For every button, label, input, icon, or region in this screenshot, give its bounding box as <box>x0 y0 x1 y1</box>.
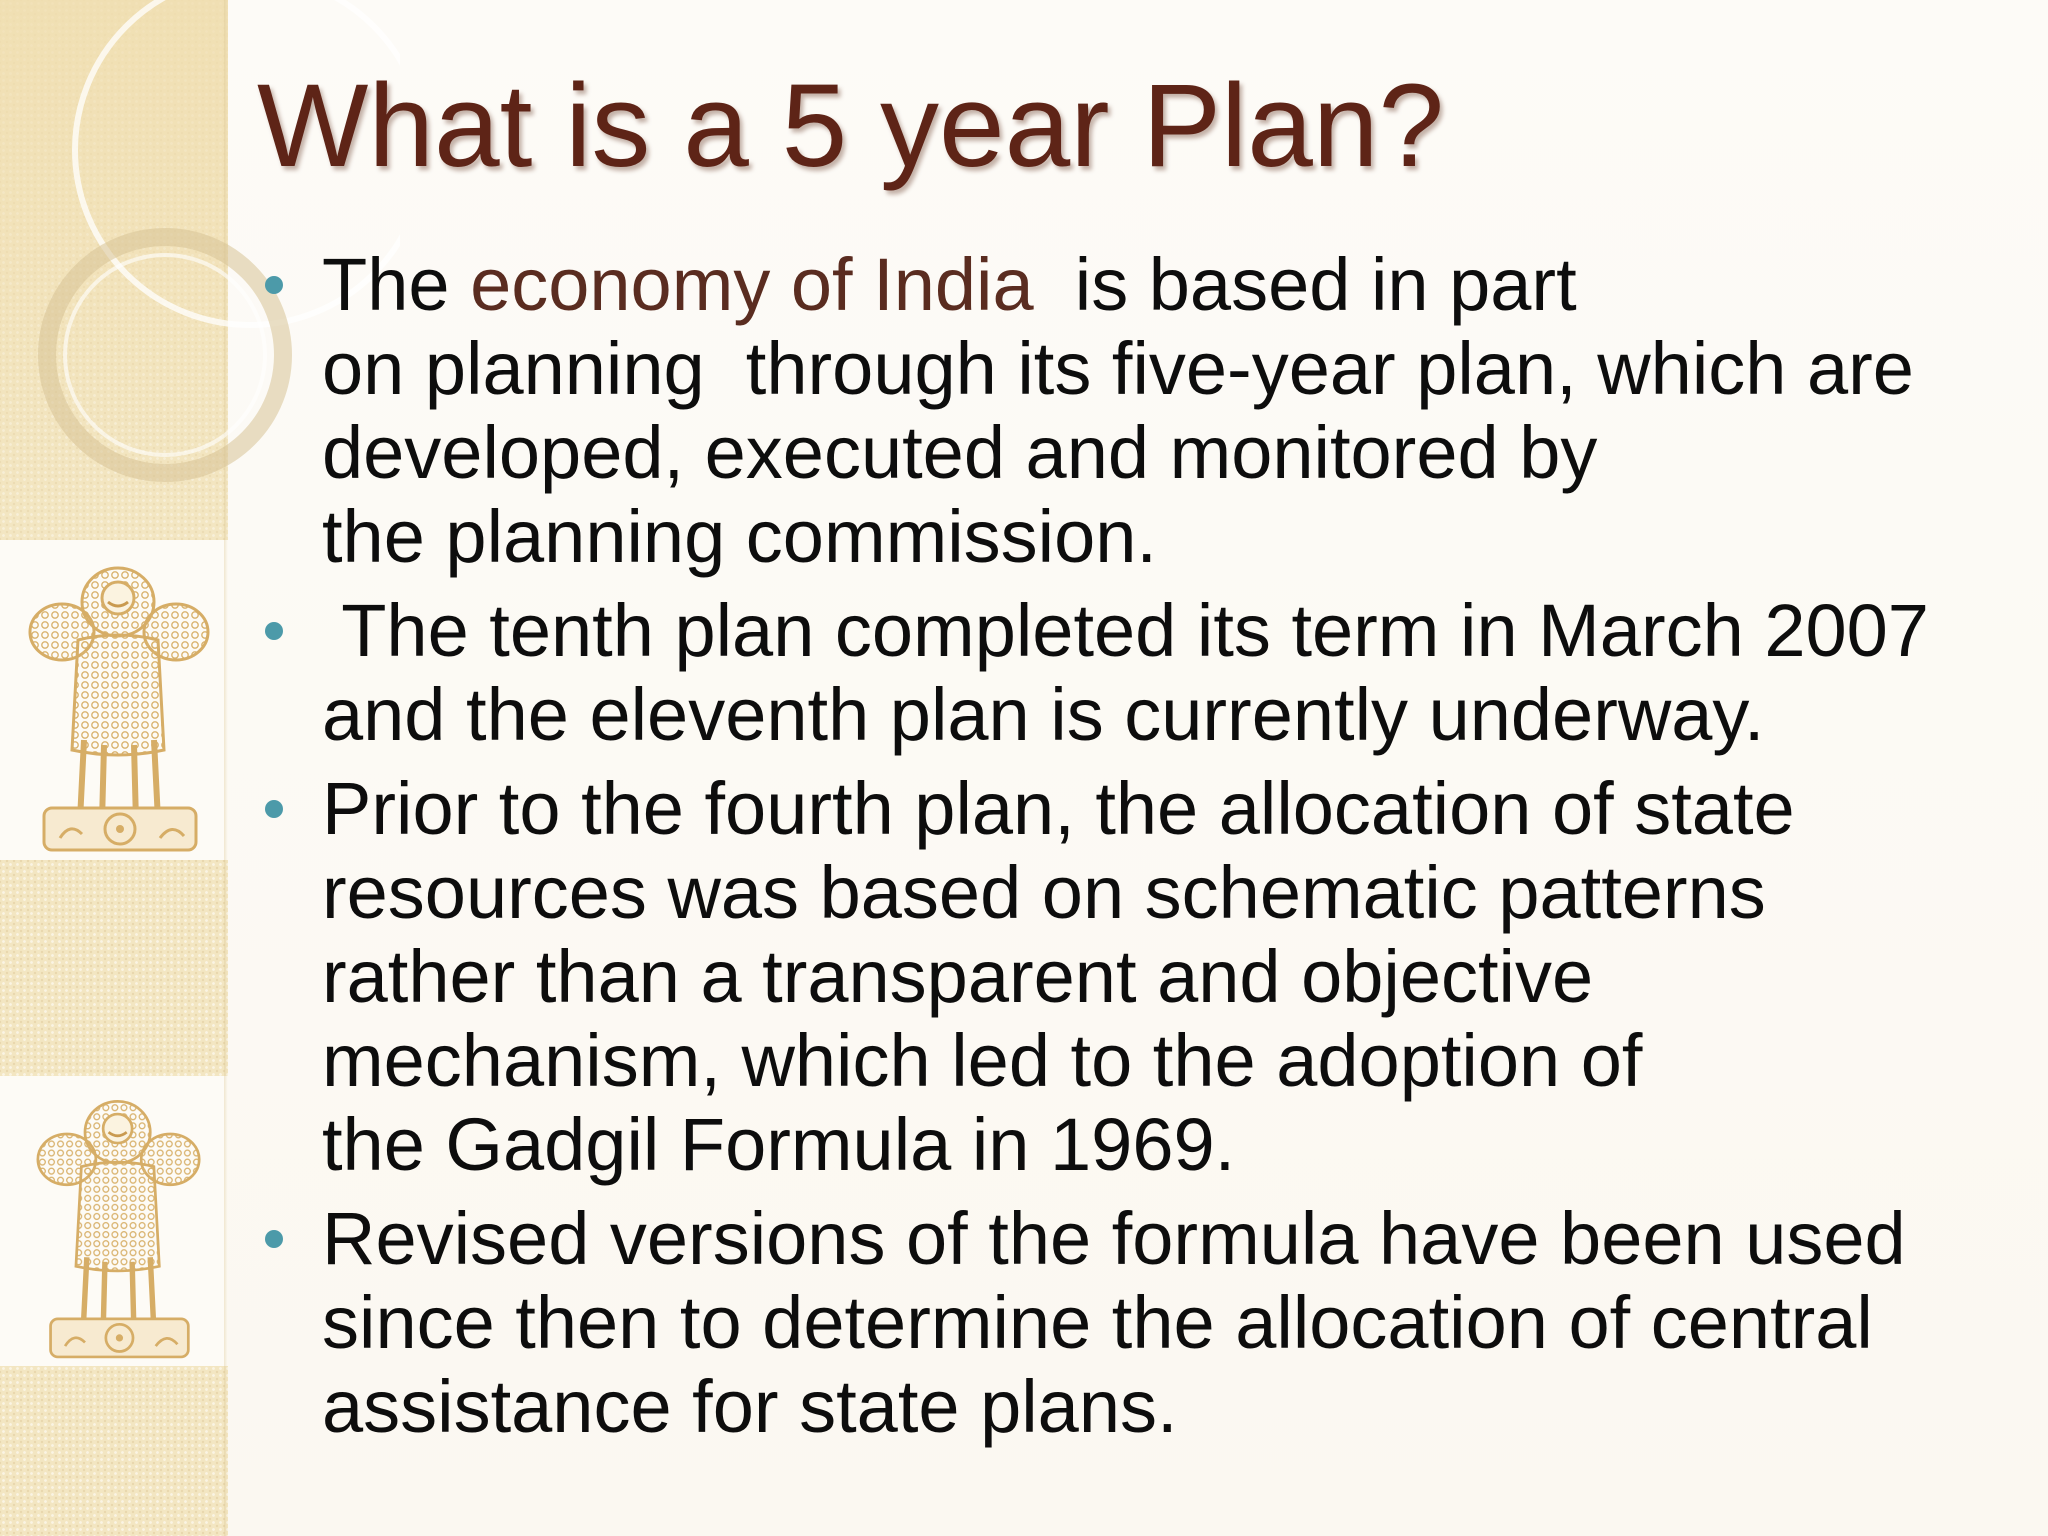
bullet-item <box>255 243 2025 579</box>
national-emblem-icon <box>0 1076 228 1366</box>
bullet-line: rather than a transparent and objective <box>322 935 1594 1018</box>
bullet-item <box>255 1197 2025 1449</box>
bullet-line: and the eleventh plan is currently underway. <box>322 673 1765 756</box>
bullet-dot-icon <box>265 622 283 640</box>
emblem-panel-bottom <box>0 1076 228 1366</box>
bullet-line: The tenth plan completed its term in March 2007 <box>322 589 1929 672</box>
bullet-line: mechanism, which led to the adoption of <box>322 1019 1643 1102</box>
decorative-sidebar <box>0 0 228 1536</box>
economy-link[interactable]: economy of India <box>470 243 1034 326</box>
sidebar-edge <box>224 0 228 1536</box>
bullet-item <box>255 767 2025 1187</box>
bullet-dot-icon <box>265 1230 283 1248</box>
emblem-panel-top <box>0 540 228 860</box>
bullet-line: since then to determine the allocation of central <box>322 1281 1873 1364</box>
bullet-item <box>255 589 2025 757</box>
bullet-line: Revised versions of the formula have been used <box>322 1197 1906 1280</box>
bullet-line <box>322 243 2025 327</box>
bullet-dot-icon <box>265 800 283 818</box>
slide-title: What is a 5 year Plan? <box>257 60 1445 192</box>
bullet-text: is based in part <box>1033 243 1577 326</box>
bullet-line: the Gadgil Formula in 1969. <box>322 1103 1236 1186</box>
bullet-line: developed, executed and monitored by <box>322 411 1598 494</box>
sidebar-shade <box>0 0 228 540</box>
bullet-dot-icon <box>265 276 283 294</box>
bullet-line: resources was based on schematic patterns <box>322 851 1766 934</box>
bullet-list <box>255 243 2025 1459</box>
bullet-line: assistance for state plans. <box>322 1365 1178 1448</box>
bullet-text: The <box>322 243 471 326</box>
bullet-line: Prior to the fourth plan, the allocation of state <box>322 767 1795 850</box>
bullet-line: on planning through its five-year plan, which are <box>322 327 1914 410</box>
bullet-line: the planning commission. <box>322 495 1157 578</box>
national-emblem-icon <box>0 540 228 860</box>
